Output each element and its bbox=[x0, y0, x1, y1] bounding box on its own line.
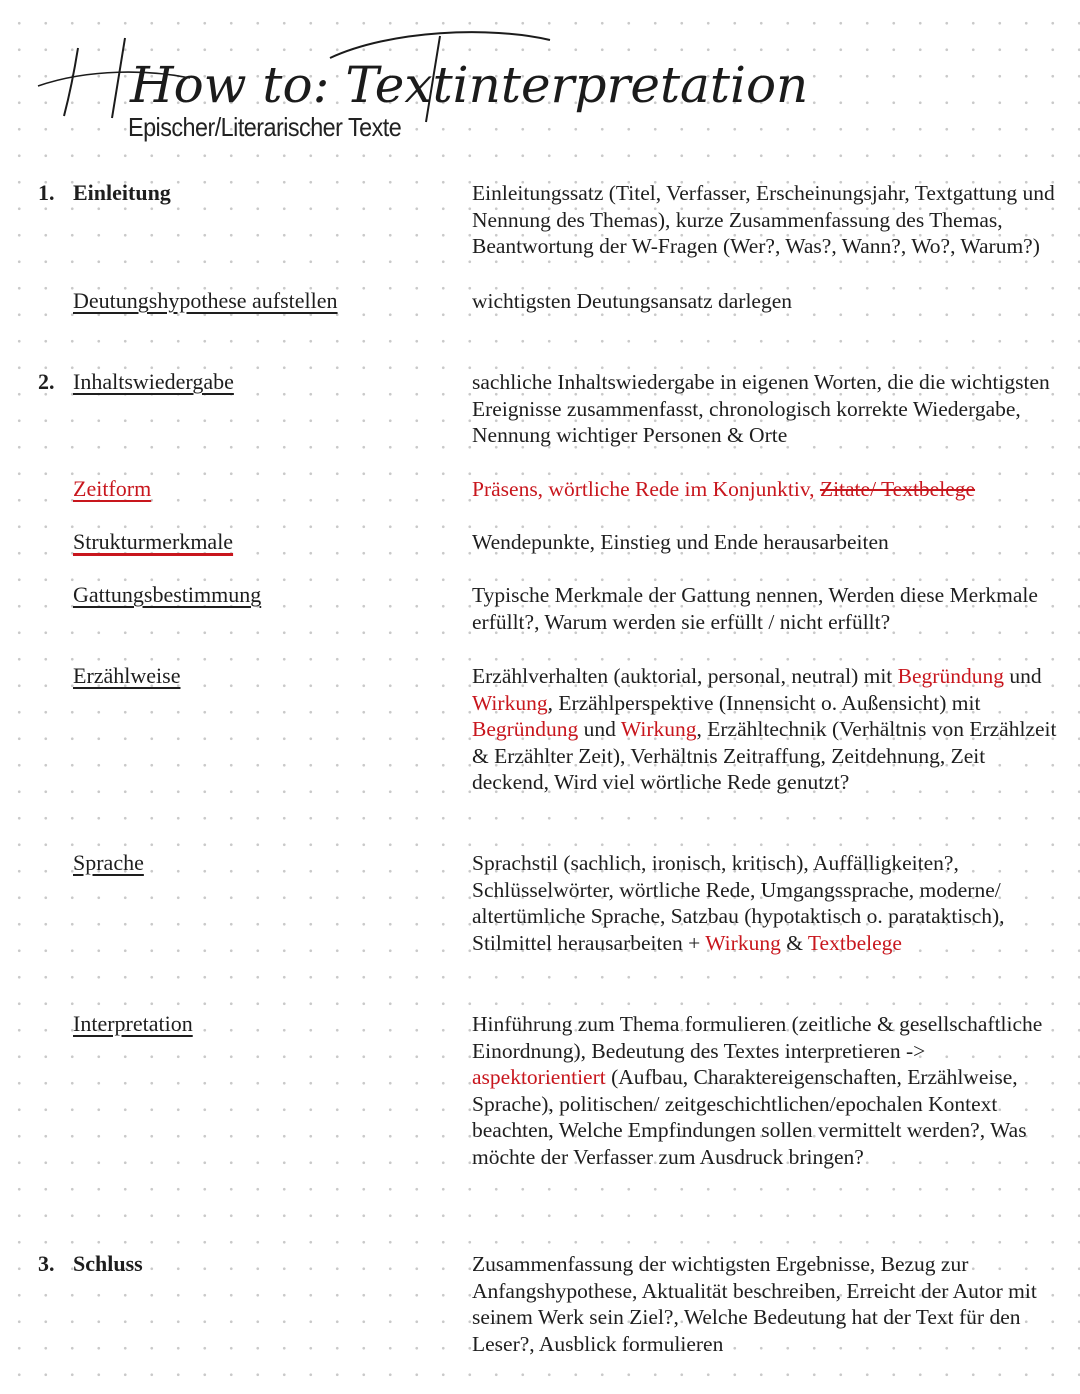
text-part: , Erzähltechnik (Verhältnis von Erzählzeit & Erzählter Zeit), Verhältnis Zeitraffung, Zeitdehnung, Zeit deckend, Wird viel wörtliche Rede genutzt? bbox=[472, 717, 1057, 795]
text-part: , Erzählperspektive (Innensicht o. Außensicht) mit bbox=[547, 690, 981, 715]
desc-erzaehlweise bbox=[472, 663, 1062, 796]
text-part: Erzählverhalten (auktorial, personal, neutral) mit bbox=[472, 664, 898, 688]
zeitform-struck: Zitate/ Textbelege bbox=[819, 477, 976, 501]
section-number: 3. bbox=[38, 1251, 55, 1276]
text-part: & bbox=[780, 930, 808, 955]
heading-zeitform: Zeitform bbox=[73, 476, 152, 501]
heading-gattungsbestimmung: Gattungsbestimmung bbox=[73, 582, 262, 607]
page-subtitle: Epischer/Literarischer Texte bbox=[128, 112, 402, 142]
heading-interpretation: Interpretation bbox=[73, 1011, 193, 1036]
zeitform-text: Präsens, wörtliche Rede im Konjunktiv, bbox=[472, 477, 820, 501]
desc-interpretation bbox=[472, 1011, 1062, 1171]
heading-inhaltswiedergabe: Inhaltswiedergabe bbox=[73, 369, 234, 394]
highlight-aspektorientiert: aspektorientiert bbox=[472, 1065, 606, 1090]
text-part: Sprachstil (sachlich, ironisch, kritisch), Auffälligkeiten?, Schlüsselwörter, wörtliche Rede, Umgangssprache, moderne/ altertümliche Sprache, Satzbau (hypotaktisch o. parataktisch), Stilmittel herausarbeiten + bbox=[472, 851, 1005, 955]
text-part: (Aufbau, Charaktereigenschaften, Erzählweise, Sprache), politischen/ zeitgeschichtlichen/epochalen Kontext beachten, Welche Empfindungen sollen vermittelt werden?, Was möchte der Verfasser zum Ausdruck bringen? bbox=[472, 1065, 1027, 1169]
heading-sprache: Sprache bbox=[73, 850, 144, 875]
desc-deutungshypothese: wichtigsten Deutungsansatz darlegen bbox=[472, 289, 793, 313]
highlight-begruendung: Begründung bbox=[897, 664, 1004, 688]
section-number: 2. bbox=[38, 369, 55, 394]
highlight-begruendung: Begründung bbox=[472, 717, 579, 742]
desc-strukturmerkmale: Wendepunkte, Einstieg und Ende herausarbeiten bbox=[472, 530, 889, 554]
text-part: Hinführung zum Thema formulieren (zeitliche & gesellschaftliche Einordnung), Bedeutung des Textes interpretieren -> bbox=[472, 1012, 1043, 1063]
heading-strukturmerkmale: Strukturmerkmale bbox=[73, 529, 234, 554]
section-number: 1. bbox=[38, 180, 55, 205]
heading-schluss: Schluss bbox=[73, 1251, 143, 1276]
heading-einleitung: Einleitung bbox=[73, 180, 171, 205]
highlight-wirkung: Wirkung bbox=[472, 690, 548, 715]
heading-erzaehlweise: Erzählweise bbox=[73, 663, 181, 688]
desc-inhaltswiedergabe: sachliche Inhaltswiedergabe in eigenen Worten, die die wichtigsten Ereignisse zusammenfasst, chronologisch korrekte Wiedergabe, Nennung wichtiger Personen & Orte bbox=[472, 370, 1050, 448]
title-text: How to: Textinterpretation bbox=[130, 56, 809, 114]
highlight-textbelege: Textbelege bbox=[807, 930, 902, 955]
highlight-wirkung: Wirkung bbox=[620, 717, 697, 742]
desc-sprache bbox=[472, 850, 1062, 956]
heading-deutungshypothese: Deutungshypothese aufstellen bbox=[73, 288, 338, 313]
desc-einleitung: Einleitungssatz (Titel, Verfasser, Erscheinungsjahr, Textgattung und Nennung des Themas), kurze Zusammenfassung des Themas, Beantwortung der W-Fragen (Wer?, Was?, Wann?, Wo?, Warum?) bbox=[472, 181, 1055, 259]
text-part: und bbox=[1003, 664, 1042, 688]
desc-zeitform bbox=[472, 476, 1062, 503]
desc-gattungsbestimmung: Typische Merkmale der Gattung nennen, Werden diese Merkmale erfüllt?, Warum werden sie erfüllt / nicht erfüllt? bbox=[472, 583, 1038, 634]
text-part: und bbox=[578, 717, 621, 742]
highlight-wirkung: Wirkung bbox=[705, 930, 781, 955]
desc-schluss: Zusammenfassung der wichtigsten Ergebnisse, Bezug zur Anfangshypothese, Aktualität beschreiben, Erreicht der Autor mit seinem Werk sein Ziel?, Welche Bedeutung hat der Text für den Leser?, Ausblick formulieren bbox=[472, 1252, 1037, 1356]
